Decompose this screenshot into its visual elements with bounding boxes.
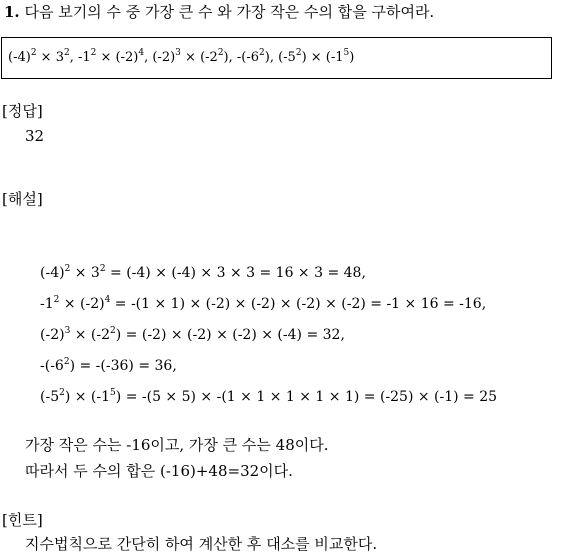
explanation-summary-2: 따라서 두 수의 합은 (-16)+48=32이다.	[25, 462, 293, 480]
question-text: 다음 보기의 수 중 가장 큰 수 와 가장 작은 수의 합을 구하여라.	[24, 3, 435, 21]
example-expression: $(-4)^2 \times 3^2$, $-1^2 \times (-2)^4$, $(-2)^3 \times (-2^2)$, $-(-6^2)$, $(-5^2) \times (-1^5)$	[8, 48, 355, 65]
explanation-summary-1: 가장 작은 수는 -16이고, 가장 큰 수는 48이다.	[25, 436, 329, 454]
hint-label: [힌트]	[2, 511, 43, 529]
explanation-line-2: $-1^2 \times (-2)^4 = -(1 \times 1) \times (-2) \times (-2) \times (-2) \times (-2) = -1 \times 16 = -16$,	[40, 295, 487, 312]
question-number: 1.	[4, 3, 20, 21]
explanation-line-5: $(-5^2) \times (-1^5) = -(5 \times 5) \times -(1 \times 1 \times 1 \times 1 \times 1) = (-25) \times (-1) = 25$	[40, 388, 498, 405]
explanation-line-4: $-(-6^2) = -(-36) = 36$,	[40, 357, 177, 374]
answer-label: [정답]	[2, 102, 43, 120]
explanation-line-1: $(-4)^2 \times 3^2 = (-4) \times (-4) \times 3 \times 3 = 16 \times 3 = 48$,	[40, 264, 366, 281]
explanation-label: [해설]	[2, 190, 43, 208]
answer-value: 32	[25, 127, 45, 145]
explanation-line-3: $(-2)^3 \times (-2^2) = (-2) \times (-2) \times (-2) \times (-4) = 32$,	[40, 326, 345, 343]
hint-text: 지수법칙으로 간단히 하여 계산한 후 대소를 비교한다.	[25, 535, 378, 553]
question	[4, 1, 434, 22]
example-box	[1, 37, 552, 79]
